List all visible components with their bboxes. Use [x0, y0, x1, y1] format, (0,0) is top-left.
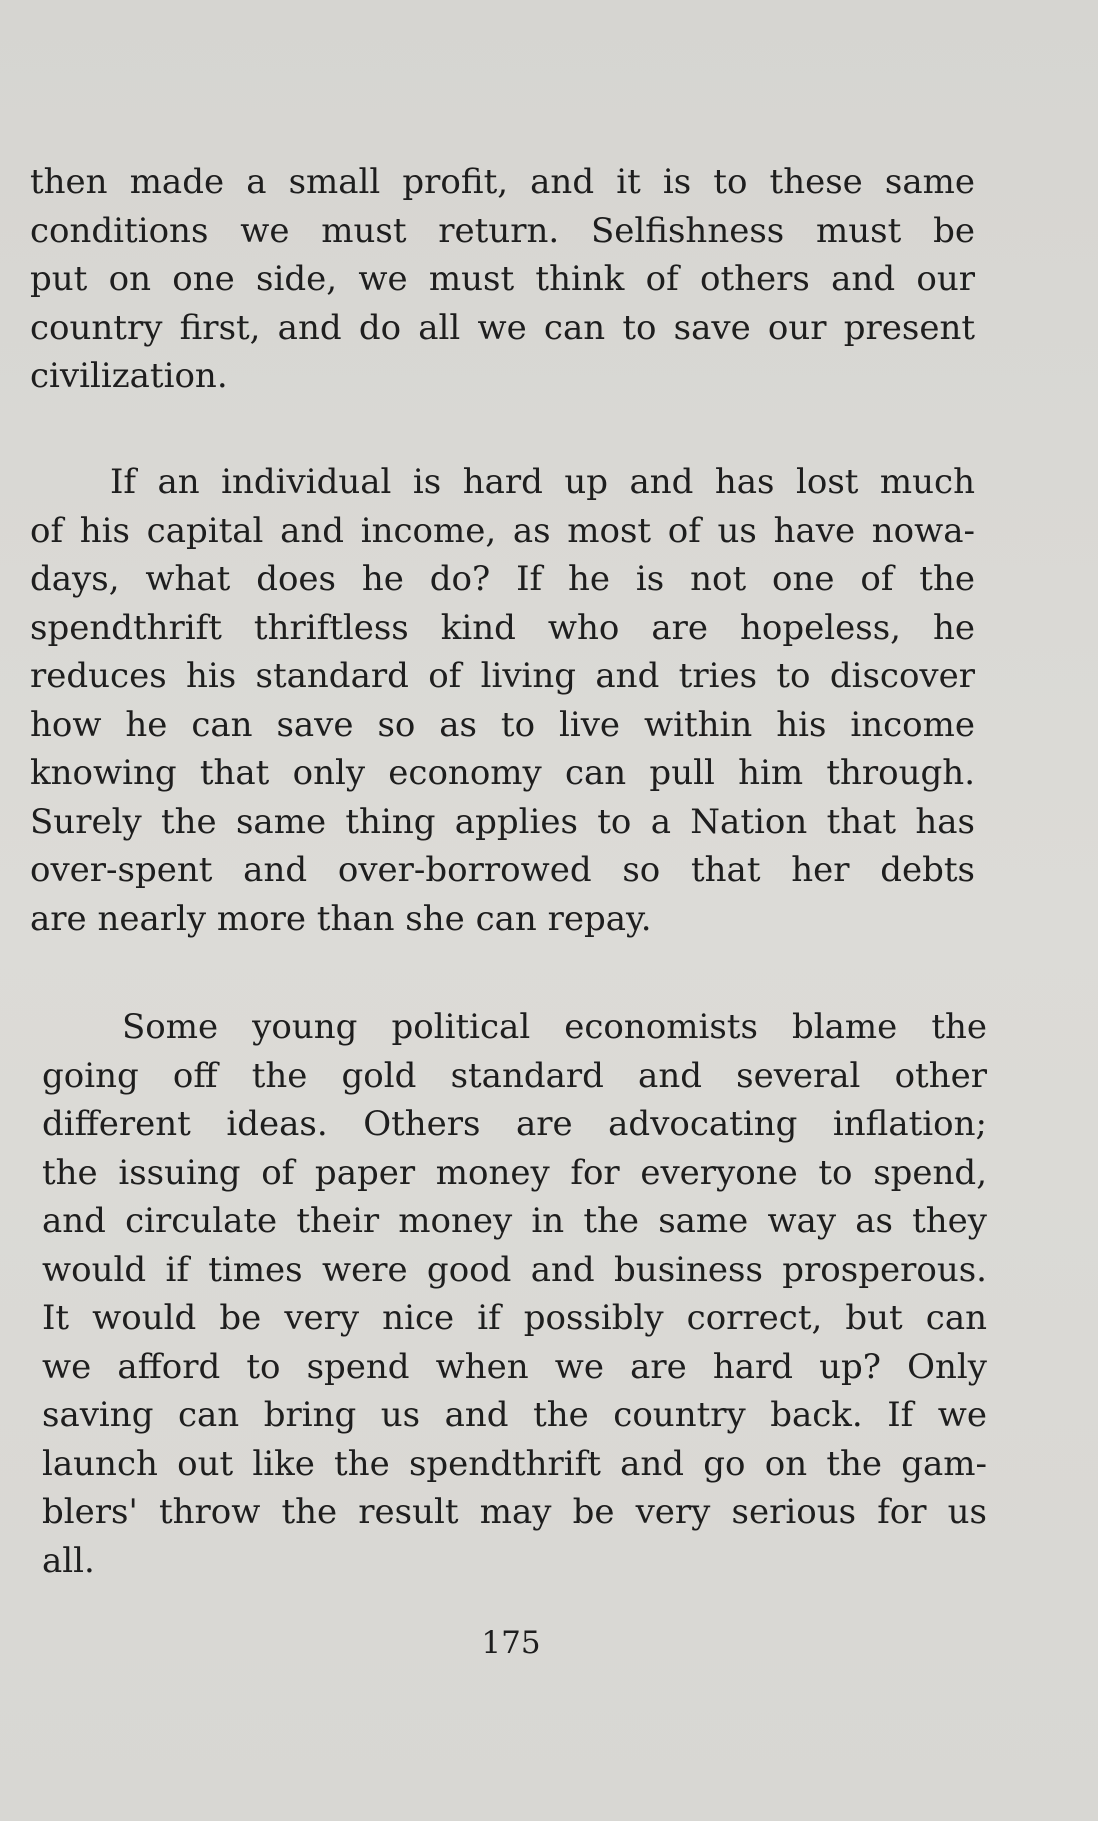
text-line: saving can bring us and the country back. If we — [42, 1395, 987, 1435]
text-line: civilization. — [30, 356, 228, 396]
text-line: then made a small profit, and it is to these same — [30, 162, 975, 202]
text-line: going off the gold standard and several other — [42, 1055, 987, 1096]
text-line: are nearly more than she can repay. — [30, 898, 652, 939]
text-line: we afford to spend when we are hard up? Only — [42, 1346, 987, 1387]
text-line: knowing that only economy can pull him through. — [30, 753, 975, 793]
text-line: the issuing of paper money for everyone to spend, — [42, 1152, 987, 1193]
text-line: would if times were good and business prosperous. — [42, 1249, 987, 1290]
text-line: put on one side, we must think of others and our — [30, 259, 975, 299]
text-line: reduces his standard of living and tries to discover — [30, 656, 975, 696]
text-line: days, what does he do? If he is not one of the — [30, 559, 975, 599]
text-line: all. — [42, 1540, 95, 1581]
text-line: Surely the same thing applies to a Nation that has — [30, 801, 975, 842]
text-line: different ideas. Others are advocating inflation; — [42, 1104, 987, 1144]
page-number: 175 — [481, 1625, 541, 1661]
paragraph-2 — [30, 458, 975, 943]
paragraph-3 — [42, 1003, 987, 1585]
text-line: conditions we must return. Selfishness must be — [30, 210, 975, 251]
text-line: how he can save so as to live within his income — [30, 704, 975, 745]
text-line: It would be very nice if possibly correct, but can — [42, 1298, 987, 1338]
text-line: spendthrift thriftless kind who are hopeless, he — [30, 607, 975, 648]
text-line: Some young political economists blame the — [122, 1007, 987, 1047]
paragraph-1 — [30, 158, 975, 401]
text-line: and circulate their money in the same way as they — [42, 1201, 987, 1241]
text-line: of his capital and income, as most of us have nowa- — [30, 510, 975, 551]
text-line: blers' throw the result may be very serious for us — [42, 1492, 987, 1532]
text-line: launch out like the spendthrift and go on the gam- — [42, 1443, 987, 1484]
text-line: If an individual is hard up and has lost much — [110, 462, 975, 502]
text-line: country first, and do all we can to save our present — [30, 307, 975, 348]
text-line: over-spent and over-borrowed so that her debts — [30, 850, 975, 890]
